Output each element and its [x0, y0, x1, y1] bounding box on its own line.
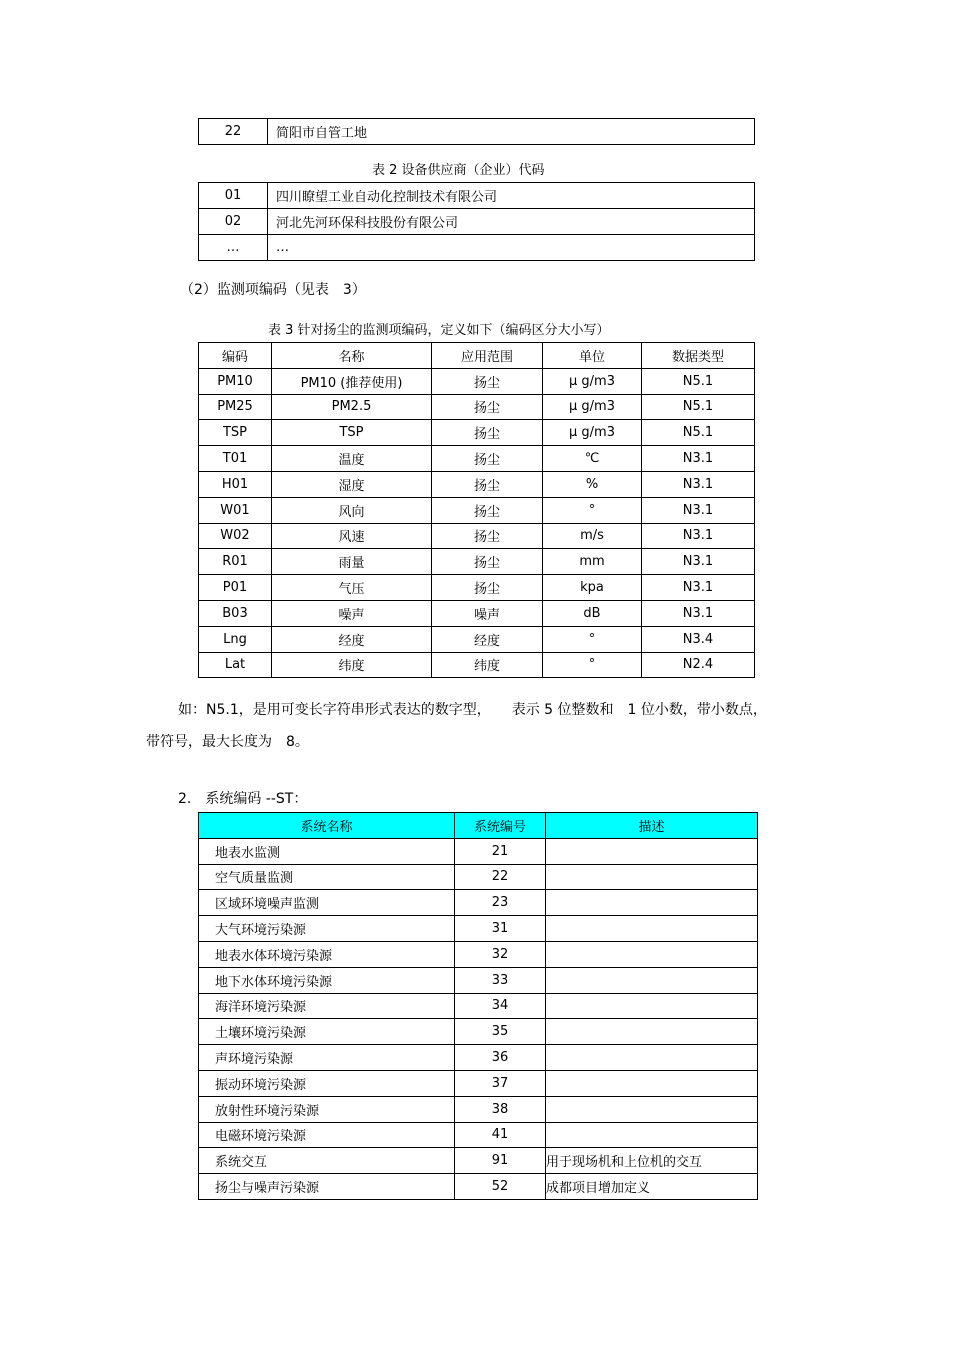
cell: T01 [199, 446, 272, 472]
cell: N3.1 [642, 497, 755, 523]
cell: W01 [199, 497, 272, 523]
cell: 91 [455, 1148, 546, 1174]
cell: P01 [199, 575, 272, 601]
cell: 纬度 [272, 652, 432, 678]
table-monitoring-item-codes [198, 342, 755, 678]
note-line-2: 带符号，最大长度为 8。 [146, 734, 309, 750]
cell: N5.1 [642, 368, 755, 394]
cell: 34 [455, 993, 546, 1019]
table-row [199, 549, 755, 575]
header-unit: 单位 [543, 343, 642, 369]
table-row [199, 235, 755, 261]
table-site-codes [198, 118, 755, 145]
cell: N3.1 [642, 471, 755, 497]
cell: N3.1 [642, 446, 755, 472]
cell: μ g/m3 [543, 368, 642, 394]
cell: N3.1 [642, 523, 755, 549]
cell: Lat [199, 652, 272, 678]
section-heading-system-codes: 2. 系统编码 --ST： [178, 791, 308, 807]
table-row [199, 446, 755, 472]
cell: μ g/m3 [543, 420, 642, 446]
cell: 32 [455, 941, 546, 967]
cell: PM2.5 [272, 394, 432, 420]
table-row [199, 523, 755, 549]
cell: N2.4 [642, 652, 755, 678]
code-cell: 01 [199, 183, 268, 209]
cell: 湿度 [272, 471, 432, 497]
cell: 21 [455, 838, 546, 864]
cell: 扬尘 [432, 523, 543, 549]
name-cell: … [268, 235, 755, 261]
cell: 36 [455, 1045, 546, 1071]
cell: 41 [455, 1122, 546, 1148]
header-scope: 应用范围 [432, 343, 543, 369]
cell: 扬尘与噪声污染源 [199, 1174, 455, 1200]
table-row [199, 1122, 758, 1148]
cell [546, 890, 758, 916]
header-code: 编码 [199, 343, 272, 369]
cell: 电磁环境污染源 [199, 1122, 455, 1148]
name-cell: 四川瞭望工业自动化控制技术有限公司 [268, 183, 755, 209]
table-row [199, 652, 755, 678]
cell: 35 [455, 1019, 546, 1045]
table-row [199, 497, 755, 523]
cell: 风速 [272, 523, 432, 549]
name-cell: 简阳市自管工地 [268, 119, 755, 145]
cell [546, 993, 758, 1019]
cell: Lng [199, 626, 272, 652]
cell: % [543, 471, 642, 497]
cell [546, 916, 758, 942]
cell: TSP [199, 420, 272, 446]
cell: R01 [199, 549, 272, 575]
cell: 31 [455, 916, 546, 942]
cell: 33 [455, 967, 546, 993]
table-row [199, 368, 755, 394]
table-row [199, 471, 755, 497]
cell: m/s [543, 523, 642, 549]
cell [546, 864, 758, 890]
cell: 振动环境污染源 [199, 1070, 455, 1096]
cell: ° [543, 652, 642, 678]
table-row [199, 1019, 758, 1045]
cell: 气压 [272, 575, 432, 601]
cell: 系统交互 [199, 1148, 455, 1174]
header-datatype: 数据类型 [642, 343, 755, 369]
cell: 扬尘 [432, 575, 543, 601]
cell [546, 967, 758, 993]
cell: 经度 [432, 626, 543, 652]
table-row [199, 420, 755, 446]
cell: N3.4 [642, 626, 755, 652]
cell: TSP [272, 420, 432, 446]
cell: PM10 [199, 368, 272, 394]
cell: 区域环境噪声监测 [199, 890, 455, 916]
cell: ° [543, 497, 642, 523]
cell: H01 [199, 471, 272, 497]
table-row [199, 864, 758, 890]
table2-caption: 表 2 设备供应商（企业）代码 [372, 163, 545, 178]
cell: 地表水体环境污染源 [199, 941, 455, 967]
cell: 噪声 [432, 600, 543, 626]
cell: 大气环境污染源 [199, 916, 455, 942]
cell: 扬尘 [432, 368, 543, 394]
table-system-codes [198, 812, 758, 1200]
header-system-number: 系统编号 [455, 813, 546, 839]
cell: kpa [543, 575, 642, 601]
cell [546, 838, 758, 864]
cell: 扬尘 [432, 549, 543, 575]
cell: 海洋环境污染源 [199, 993, 455, 1019]
header-system-name: 系统名称 [199, 813, 455, 839]
table-row [199, 890, 758, 916]
code-cell: … [199, 235, 268, 261]
table-row [199, 1045, 758, 1071]
cell: 22 [455, 864, 546, 890]
cell: 风向 [272, 497, 432, 523]
cell: μ g/m3 [543, 394, 642, 420]
cell: 土壤环境污染源 [199, 1019, 455, 1045]
table-row [199, 838, 758, 864]
cell: N5.1 [642, 394, 755, 420]
table-header-row [199, 343, 755, 369]
table-row [199, 1096, 758, 1122]
cell: 声环境污染源 [199, 1045, 455, 1071]
cell: 雨量 [272, 549, 432, 575]
table-row [199, 1174, 758, 1200]
cell: 成都项目增加定义 [546, 1174, 758, 1200]
header-name: 名称 [272, 343, 432, 369]
table-row [199, 941, 758, 967]
table-vendor-codes [198, 182, 755, 261]
cell: mm [543, 549, 642, 575]
table3-caption: 表 3 针对扬尘的监测项编码，定义如下（编码区分大小写） [268, 323, 610, 338]
cell: 地表水监测 [199, 838, 455, 864]
table-row [199, 967, 758, 993]
code-cell: 22 [199, 119, 268, 145]
cell: ° [543, 626, 642, 652]
table-row [199, 1148, 758, 1174]
table-row [199, 1070, 758, 1096]
cell: 扬尘 [432, 394, 543, 420]
cell: PM10 (推荐使用) [272, 368, 432, 394]
cell [546, 941, 758, 967]
cell [546, 1122, 758, 1148]
cell: N3.1 [642, 600, 755, 626]
cell [546, 1096, 758, 1122]
cell: N3.1 [642, 575, 755, 601]
cell: 52 [455, 1174, 546, 1200]
cell: 扬尘 [432, 497, 543, 523]
cell: 扬尘 [432, 471, 543, 497]
note-line-1: 如：N5.1，是用可变长字符串形式表达的数字型， 表示 5 位整数和 1 位小数，带小数点， [178, 702, 767, 718]
cell: 经度 [272, 626, 432, 652]
cell: 地下水体环境污染源 [199, 967, 455, 993]
header-description: 描述 [546, 813, 758, 839]
cell: 37 [455, 1070, 546, 1096]
table-row [199, 626, 755, 652]
table-row [199, 575, 755, 601]
cell: N5.1 [642, 420, 755, 446]
cell: B03 [199, 600, 272, 626]
cell: N3.1 [642, 549, 755, 575]
name-cell: 河北先河环保科技股份有限公司 [268, 209, 755, 235]
cell: 扬尘 [432, 420, 543, 446]
table-header-row [199, 813, 758, 839]
cell: 放射性环境污染源 [199, 1096, 455, 1122]
cell: 空气质量监测 [199, 864, 455, 890]
cell: PM25 [199, 394, 272, 420]
table-row [199, 119, 755, 145]
cell: 纬度 [432, 652, 543, 678]
cell: 38 [455, 1096, 546, 1122]
table-row [199, 394, 755, 420]
table-row [199, 209, 755, 235]
section-heading-monitoring-items: （2）监测项编码（见表 3） [180, 282, 366, 298]
table-row [199, 183, 755, 209]
cell: W02 [199, 523, 272, 549]
table-row [199, 916, 758, 942]
cell: dB [543, 600, 642, 626]
table-row [199, 600, 755, 626]
cell [546, 1019, 758, 1045]
cell: 扬尘 [432, 446, 543, 472]
cell: 温度 [272, 446, 432, 472]
cell [546, 1045, 758, 1071]
cell [546, 1070, 758, 1096]
cell: 23 [455, 890, 546, 916]
cell: 用于现场机和上位机的交互 [546, 1148, 758, 1174]
code-cell: 02 [199, 209, 268, 235]
table-row [199, 993, 758, 1019]
cell: 噪声 [272, 600, 432, 626]
cell: ℃ [543, 446, 642, 472]
